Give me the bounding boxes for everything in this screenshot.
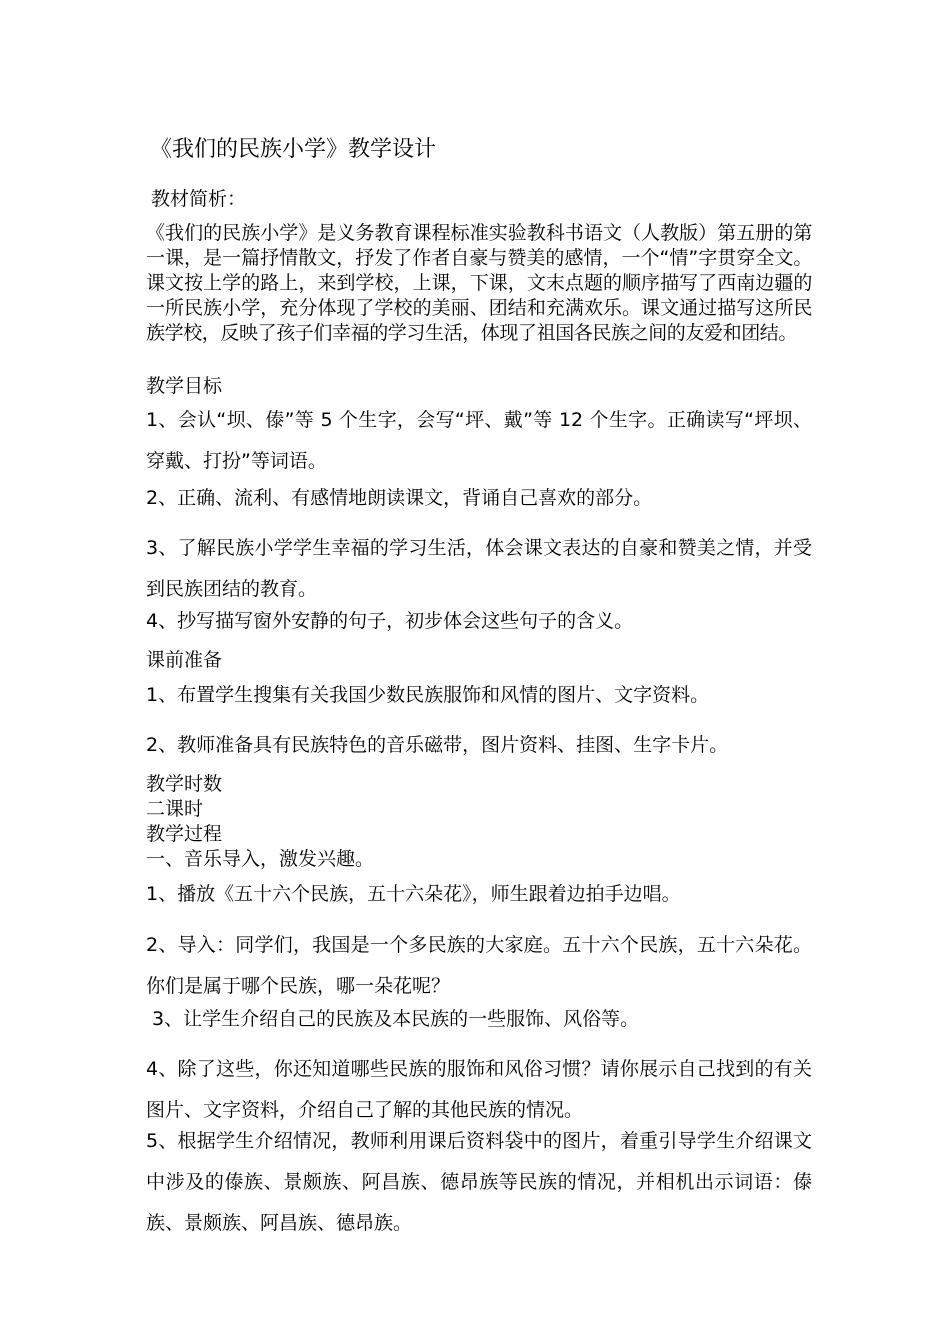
prep-item-1: 1、布置学生搜集有关我国少数民族服饰和风情的图片、文字资料。 xyxy=(146,684,710,706)
step-item-4: 4、除了这些，你还知道哪些民族的服饰和风俗习惯？请你展示自己找到的有关图片、文字资料，介绍自己了解的其他民族的情况。 xyxy=(146,1058,812,1121)
hours-heading: 教学时数 xyxy=(146,773,223,795)
prep-item-2: 2、教师准备具有民族特色的音乐磁带，图片资料、挂图、生字卡片。 xyxy=(146,734,729,756)
goal-item-1: 1、会认“坝、傣”等 5 个生字，会写“坪、戴”等 12 个生字。正确读写“坪坝、穿戴、打扮”等词语。 xyxy=(146,409,812,472)
section-1-heading: 一、音乐导入，激发兴趣。 xyxy=(146,848,375,870)
step-item-3: 3、让学生介绍自己的民族及本民族的一些服饰、风俗等。 xyxy=(146,1008,640,1030)
hours-value: 二课时 xyxy=(146,798,204,820)
prep-heading: 课前准备 xyxy=(146,649,223,671)
analysis-heading: 教材简析： xyxy=(151,188,247,210)
goals-heading: 教学目标 xyxy=(146,375,223,397)
document-title: 《我们的民族小学》教学设计 xyxy=(150,137,437,162)
process-heading: 教学过程 xyxy=(146,823,223,845)
goal-item-3: 3、了解民族小学学生幸福的学习生活，体会课文表达的自豪和赞美之情，并受到民族团结的教育。 xyxy=(146,537,812,600)
goal-item-4: 4、抄写描写窗外安静的句子，初步体会这些句子的含义。 xyxy=(146,610,634,632)
step-item-1: 1、播放《五十六个民族，五十六朵花》，师生跟着边拍手边唱。 xyxy=(146,883,681,905)
step-item-2: 2、导入：同学们，我国是一个多民族的大家庭。五十六个民族，五十六朵花。你们是属于哪个民族，哪一朵花呢？ xyxy=(146,934,812,997)
analysis-paragraph: 《我们的民族小学》是义务教育课程标准实验教科书语文（人教版）第五册的第一课，是一篇抒情散文，抒发了作者自豪与赞美的感情，一个“情”字贯穿全文。课文按上学的路上，来到学校，上课，下课，文末点题的顺序描写了西南边疆的一所民族小学，充分体现了学校的美丽、团结和充满欢乐。课文通过描写这所民族学校，反映了孩子们幸福的学习生活，体现了祖国各民族之间的友爱和团结。 xyxy=(146,222,812,344)
step-item-5: 5、根据学生介绍情况，教师利用课后资料袋中的图片，着重引导学生介绍课文中涉及的傣族、景颇族、阿昌族、德昂族等民族的情况，并相机出示词语：傣族、景颇族、阿昌族、德昂族。 xyxy=(146,1130,812,1234)
goal-item-2: 2、正确、流利、有感情地朗读课文，背诵自己喜欢的部分。 xyxy=(146,487,653,509)
